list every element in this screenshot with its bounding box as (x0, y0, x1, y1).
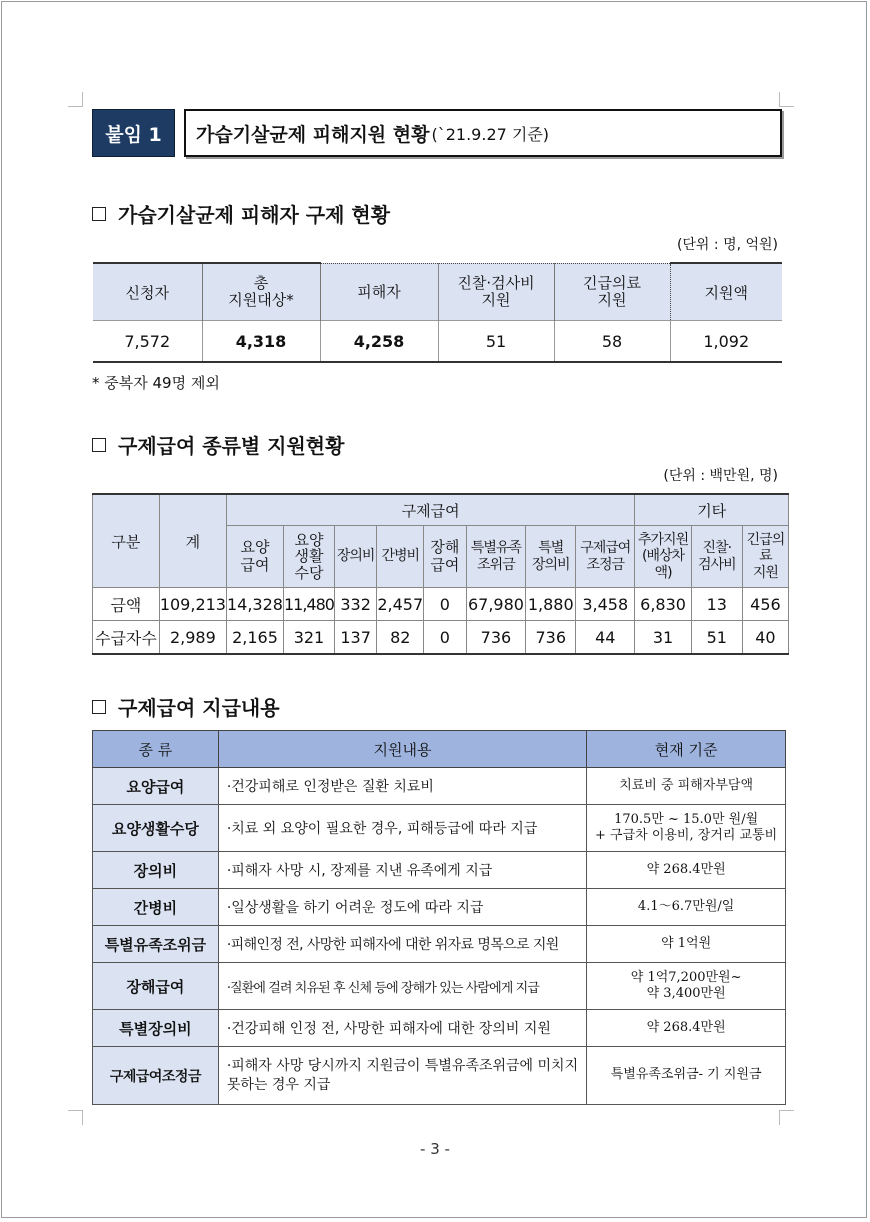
crop-mark (779, 92, 794, 107)
section-heading-victims (92, 199, 390, 228)
header-applicants: 신청자 (93, 263, 202, 321)
kind-cell: 장의비 (93, 852, 219, 889)
content-cell: ·피해자 사망 시, 장제를 지낸 유족에게 지급 (218, 852, 586, 889)
header-relief-group: 구제급여 (226, 494, 634, 526)
value-support-amount: 1,092 (670, 321, 782, 363)
header-adjustment: 구제급여 조정금 (576, 526, 635, 588)
checkbox-icon (92, 438, 106, 452)
table-row (93, 588, 789, 621)
row-total: 109,213 (159, 588, 226, 621)
section-heading-relief-content (92, 692, 280, 721)
cell: 11,480 (283, 588, 334, 621)
content-cell: ·치료 외 요양이 필요한 경우, 피해등급에 따라 지급 (218, 805, 586, 852)
header-other-group: 기타 (635, 494, 789, 526)
title-box (184, 109, 782, 157)
kind-cell: 요양급여 (93, 768, 219, 805)
cell: 67,980 (466, 588, 526, 621)
relief-content-table (92, 730, 786, 1105)
header-special-funeral: 특별 장의비 (526, 526, 576, 588)
criteria-cell: 약 268.4만원 (587, 1010, 786, 1047)
cell: 31 (635, 621, 691, 655)
crop-mark (779, 1110, 794, 1125)
checkbox-icon (92, 207, 106, 221)
header-emergency-medical: 긴급의료 지원 (554, 263, 670, 321)
header-funeral: 장의비 (334, 526, 376, 588)
header-total-support: 총 지원대상* (202, 263, 320, 321)
content-cell: ·피해인정 전, 사망한 피해자에 대한 위자료 명목으로 지원 (218, 926, 586, 963)
row-label: 수급자수 (93, 621, 160, 655)
row-label: 금액 (93, 588, 160, 621)
value-victims: 4,258 (320, 321, 438, 363)
cell: 82 (377, 621, 424, 655)
header-support-amount: 지원액 (670, 263, 782, 321)
kind-cell: 구제급여조정금 (93, 1047, 219, 1105)
criteria-cell: 약 1억원 (587, 926, 786, 963)
header-total: 계 (159, 494, 226, 588)
table-row (93, 768, 786, 805)
cell: 1,880 (526, 588, 576, 621)
value-applicants: 7,572 (93, 321, 202, 363)
header-medical-care: 요양 급여 (226, 526, 283, 588)
cell: 2,165 (226, 621, 283, 655)
cell: 2,457 (377, 588, 424, 621)
section-title: 구제급여 지급내용 (118, 696, 280, 720)
row-total: 2,989 (159, 621, 226, 655)
cell: 0 (424, 621, 466, 655)
cell: 736 (526, 621, 576, 655)
criteria-cell: 특별유족조위금- 기 지원금 (587, 1047, 786, 1105)
page-title: 가습기살균제 피해지원 현황 (196, 123, 430, 146)
header-disability: 장해 급여 (424, 526, 466, 588)
header-exam-cost: 진찰·검사비 지원 (438, 263, 554, 321)
page-number: - 3 - (420, 1140, 450, 1158)
cell: 456 (742, 588, 788, 621)
cell: 0 (424, 588, 466, 621)
kind-cell: 특별장의비 (93, 1010, 219, 1047)
cell: 13 (691, 588, 742, 621)
section-title: 가습기살균제 피해자 구제 현황 (118, 203, 391, 227)
table-row (93, 1047, 786, 1105)
kind-cell: 특별유족조위금 (93, 926, 219, 963)
cell: 321 (283, 621, 334, 655)
table-row (93, 926, 786, 963)
kind-cell: 장해급여 (93, 963, 219, 1010)
value-emergency-medical: 58 (554, 321, 670, 363)
cell: 137 (334, 621, 376, 655)
header-nursing: 간병비 (377, 526, 424, 588)
footnote: * 중복자 49명 제외 (92, 374, 220, 392)
criteria-cell: 치료비 중 피해자부담액 (587, 768, 786, 805)
relief-types-table (92, 493, 789, 655)
unit-label: (단위 : 명, 억원) (676, 237, 778, 253)
crop-mark (68, 92, 83, 107)
unit-label: (단위 : 백만원, 명) (663, 468, 778, 484)
cell: 332 (334, 588, 376, 621)
criteria-cell: 4.1～6.7만원/일 (587, 889, 786, 926)
header-emergency-medical: 긴급의료 지원 (742, 526, 788, 588)
header-victims: 피해자 (320, 263, 438, 321)
content-cell: ·피해자 사망 당시까지 지원금이 특별유족조위금에 미치지 못하는 경우 지급 (218, 1047, 586, 1105)
table-row (93, 621, 789, 655)
table-row (93, 805, 786, 852)
value-total-support: 4,318 (202, 321, 320, 363)
cell: 14,328 (226, 588, 283, 621)
content-cell: ·질환에 걸려 치유된 후 신체 등에 장해가 있는 사람에게 지급 (218, 963, 586, 1010)
kind-cell: 간병비 (93, 889, 219, 926)
crop-mark (68, 1110, 83, 1125)
table-row (93, 889, 786, 926)
cell: 40 (742, 621, 788, 655)
cell: 51 (691, 621, 742, 655)
document-title-row (92, 109, 782, 157)
victims-status-table (93, 262, 782, 363)
document-page (1, 1, 867, 1218)
cell: 3,458 (576, 588, 635, 621)
section-title: 구제급여 종류별 지원현황 (118, 434, 345, 458)
cell: 736 (466, 621, 526, 655)
section-heading-relief-types (92, 430, 344, 459)
checkbox-icon (92, 700, 106, 714)
header-special-condolence: 특별유족 조위금 (466, 526, 526, 588)
title-date-note: (`21.9.27 기준) (431, 124, 550, 144)
criteria-cell: 약 1억7,200만원~ 약 3,400만원 (587, 963, 786, 1010)
cell: 6,830 (635, 588, 691, 621)
header-category: 구분 (93, 494, 160, 588)
header-care-allowance: 요양 생활 수당 (283, 526, 334, 588)
appendix-tag: 붙임 1 (92, 109, 175, 157)
value-exam-cost: 51 (438, 321, 554, 363)
header-kind: 종 류 (93, 731, 219, 768)
header-criteria: 현재 기준 (587, 731, 786, 768)
criteria-cell: 170.5만 ~ 15.0만 원/월 + 구급차 이용비, 장거리 교통비 (587, 805, 786, 852)
cell: 44 (576, 621, 635, 655)
kind-cell: 요양생활수당 (93, 805, 219, 852)
content-cell: ·건강피해 인정 전, 사망한 피해자에 대한 장의비 지원 (218, 1010, 586, 1047)
header-additional-support: 추가지원 (배상차액) (635, 526, 691, 588)
header-content: 지원내용 (218, 731, 586, 768)
header-exam-cost: 진찰· 검사비 (691, 526, 742, 588)
table-row (93, 1010, 786, 1047)
criteria-cell: 약 268.4만원 (587, 852, 786, 889)
table-row (93, 963, 786, 1010)
content-cell: ·건강피해로 인정받은 질환 치료비 (218, 768, 586, 805)
content-cell: ·일상생활을 하기 어려운 정도에 따라 지급 (218, 889, 586, 926)
table-row (93, 852, 786, 889)
